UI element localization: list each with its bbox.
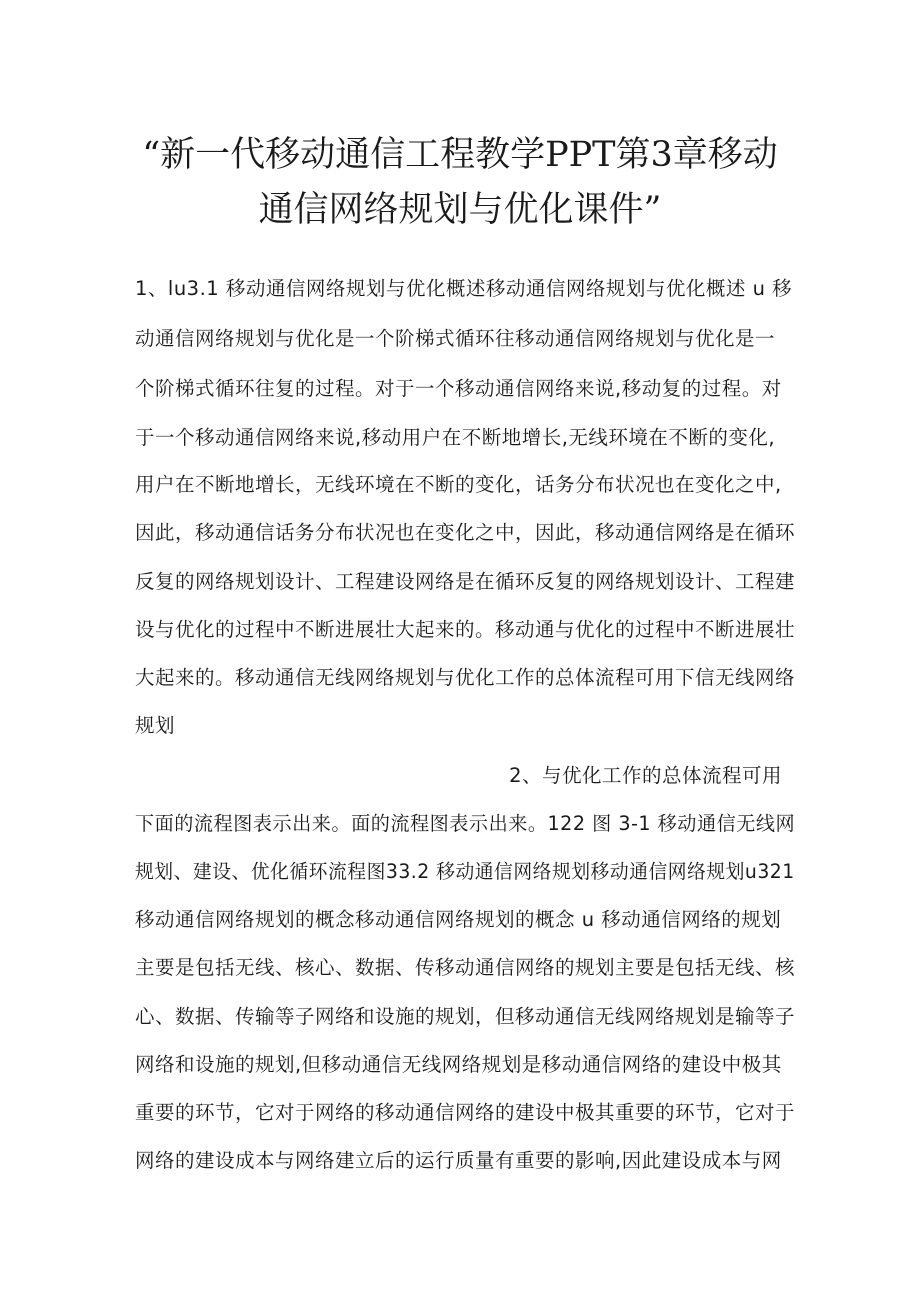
paragraph-line: 2、与优化工作的总体流程可用 <box>509 764 782 787</box>
paragraph-line: 移动通信网络规划的概念移动通信网络规划的概念 u 移动通信网络的规划 <box>135 908 782 931</box>
paragraph-line: 主要是包括无线、核心、数据、传移动通信网络的规划主要是包括无线、核 <box>135 956 796 979</box>
paragraph-line: 网络和设施的规划,但移动通信无线网络规划是移动通信网络的建设中极其 <box>135 1053 782 1076</box>
paragraph-line: 动通信网络规划与优化是一个阶梯式循环往移动通信网络规划与优化是一 <box>135 327 776 350</box>
title-line-1: “新一代移动通信工程教学PPT第3章移动 <box>142 135 778 175</box>
paragraph-line: 用户在不断地增长，无线环境在不断的变化，话务分布状况也在变化之中, <box>135 473 782 496</box>
document-title <box>120 128 800 238</box>
paragraph-line: 重要的环节，它对于网络的移动通信网络的建设中极其重要的环节，它对于 <box>135 1101 796 1124</box>
paragraph-line: 规划、建设、优化循环流程图33.2 移动通信网络规划移动通信网络规划u321 <box>135 860 795 883</box>
paragraph-line: 个阶梯式循环往复的过程。对于一个移动通信网络来说,移动复的过程。对 <box>135 377 782 400</box>
paragraph-line: 大起来的。移动通信无线网络规划与优化工作的总体流程可用下信无线网络 <box>135 666 796 689</box>
title-line-2: 通信网络规划与优化课件” <box>258 190 662 230</box>
paragraph-line: 反复的网络规划设计、工程建设网络是在循环反复的网络规划设计、工程建 <box>135 570 796 593</box>
paragraph-line: 设与优化的过程中不断进展壮大起来的。移动通与优化的过程中不断进展壮 <box>135 618 796 641</box>
paragraph-line: 心、数据、传输等子网络和设施的规划，但移动通信无线网络规划是输等子 <box>135 1005 796 1028</box>
paragraph-line: 于一个移动通信网络来说,移动用户在不断地增长,无线环境在不断的变化, <box>135 426 776 449</box>
paragraph-line: 因此，移动通信话务分布状况也在变化之中，因此，移动通信网络是在循环 <box>135 521 796 544</box>
paragraph-line: 网络的建设成本与网络建立后的运行质量有重要的影响,因此建设成本与网 <box>135 1149 782 1172</box>
paragraph-line: 下面的流程图表示出来。面的流程图表示出来。122 图 3-1 移动通信无线网 <box>135 812 796 835</box>
paragraph-line: 1、lu3.1 移动通信网络规划与优化概述移动通信网络规划与优化概述 u 移 <box>135 277 793 300</box>
paragraph-line: 规划 <box>135 714 176 737</box>
